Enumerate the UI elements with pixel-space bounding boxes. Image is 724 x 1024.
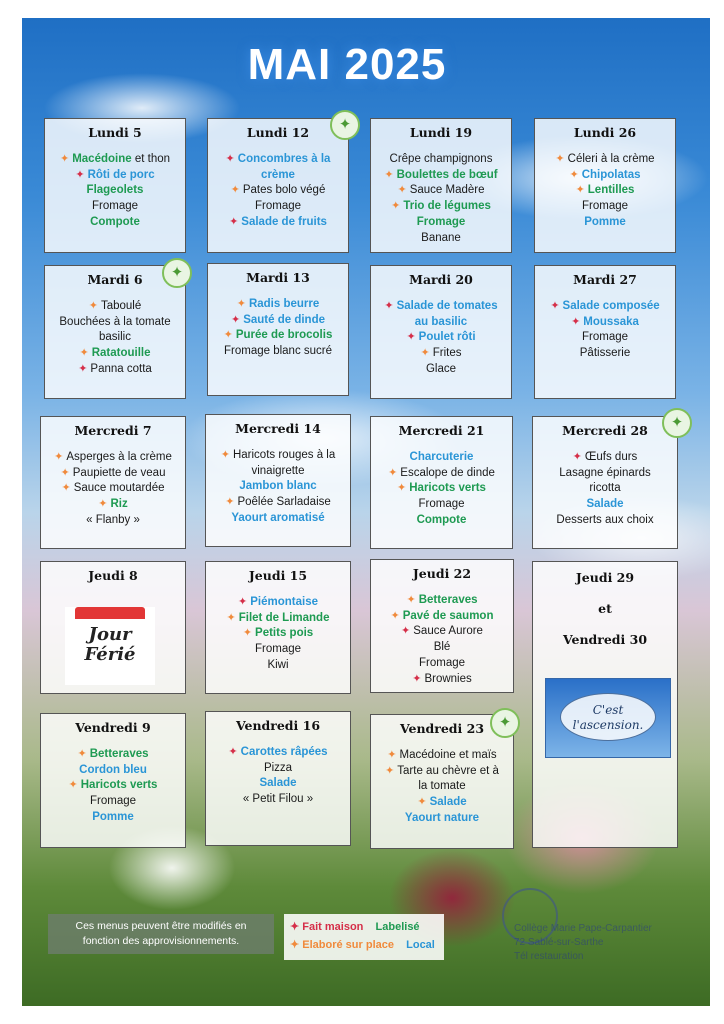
day-card-vendredi-16: [205, 711, 351, 846]
elabore-marker-icon: ✦: [225, 496, 235, 509]
ascension-label: C'est l'ascension.: [560, 693, 656, 741]
stamp-line: Collège Marie Pape-Carpantier: [514, 923, 652, 934]
menu-item: [45, 183, 185, 199]
menu-item-text: Pates bolo végé: [242, 184, 326, 197]
elabore-marker-icon: ✦: [98, 498, 108, 511]
fait-maison-marker-icon: ✦: [401, 625, 411, 638]
elabore-marker-icon: ✦: [236, 298, 246, 310]
menu-item: [206, 495, 350, 511]
fait-maison-marker-icon: ✦: [572, 451, 582, 463]
day-title: Mardi 20: [409, 272, 473, 287]
menu-item-text: Desserts aux choix: [556, 513, 654, 526]
fait-maison-marker-icon: ✦: [229, 215, 239, 228]
elabore-marker-icon: ✦: [420, 347, 430, 360]
menu-item-text: Macédoine et maïs: [399, 749, 497, 761]
menu-item-text: Cordon bleu: [79, 763, 147, 776]
day-card-lundi-26: [534, 118, 676, 253]
menu-item: [371, 168, 511, 184]
menu-item: [45, 299, 185, 315]
menu-item-text: Haricots rouges à la: [232, 449, 336, 461]
menu-item-text: Petits pois: [255, 627, 314, 640]
menu-item: [206, 511, 350, 527]
calendar-icon: [75, 607, 145, 619]
day-card-mercredi-28: [532, 416, 678, 549]
menu-item: [206, 658, 350, 674]
menu-item: [371, 183, 511, 199]
menu-item-text: Salade: [586, 498, 624, 511]
legend-fait-maison: Fait maison: [302, 921, 364, 933]
day-card-mercredi-21: [370, 416, 513, 549]
menu-item: [206, 642, 350, 658]
day-title: Mardi 13: [246, 270, 310, 285]
page-title: MAI 2025: [247, 40, 447, 89]
menu-item-text: Brownies: [424, 672, 472, 685]
elabore-marker-icon: ✦: [397, 184, 407, 197]
elabore-marker-icon: ✦: [59, 153, 70, 165]
day-title: Jeudi 8: [88, 568, 138, 583]
menu-item: [371, 199, 511, 215]
menu-item-text: Jambon blanc: [239, 480, 317, 493]
menu-item: [206, 792, 350, 808]
menu-item-text: Salade composée: [562, 300, 660, 312]
menu-item: [41, 794, 185, 810]
menu-item: [41, 450, 185, 466]
menu-item: [533, 513, 677, 529]
menu-item: [535, 199, 675, 215]
menu-item: [41, 466, 185, 482]
menu-item-text: « Petit Filou »: [242, 793, 314, 806]
elabore-marker-icon: ✦: [220, 449, 230, 461]
day-card-jeudi-29-vendredi-30: [532, 561, 678, 848]
menu-item-text: Compote: [416, 513, 467, 526]
school-stamp: [502, 888, 692, 978]
menu-item: [206, 479, 350, 495]
menu-item: [371, 330, 511, 346]
day-title: Jeudi 22: [412, 566, 472, 581]
menu-item: [208, 215, 348, 231]
elabore-marker-icon: ✦: [391, 200, 401, 213]
elabore-marker-icon: ✦: [223, 329, 233, 342]
menu-item: [371, 640, 513, 656]
fait-maison-marker-icon: ✦: [571, 315, 581, 328]
menu-item-text: Piémontaise: [250, 596, 318, 608]
fait-maison-marker-icon: ✦: [75, 168, 85, 181]
menu-item: [533, 450, 677, 466]
menu-item-text: Salade de fruits: [241, 215, 327, 228]
menu-item: [371, 811, 513, 827]
menu-item-text: Fromage: [91, 200, 139, 213]
elabore-marker-icon: ✦: [88, 300, 98, 312]
menu-item: [535, 299, 675, 315]
menu-item-text: Escalope de dinde: [400, 466, 495, 479]
day-title-vendredi-30: Vendredi 30: [562, 632, 648, 647]
menu-item: [208, 183, 348, 199]
menu-item: [206, 776, 350, 792]
menu-item-text: Salade: [259, 777, 297, 790]
ascension-image: [545, 678, 671, 758]
day-title: Mercredi 14: [235, 421, 321, 436]
menu-item: [371, 764, 513, 780]
menu-item: [371, 346, 511, 362]
day-title: Vendredi 23: [399, 721, 485, 736]
menu-item-text: Chipolatas: [581, 168, 641, 181]
elabore-marker-icon: ✦: [77, 748, 87, 760]
menu-item: [45, 315, 185, 331]
elabore-marker-icon: ✦: [242, 627, 253, 640]
menu-item-text: Poulet rôti: [418, 331, 476, 344]
menu-item: [533, 466, 677, 482]
menu-item-text: Tarte au chèvre et à: [397, 764, 499, 777]
menu-item: [45, 199, 185, 215]
elabore-marker-icon: ✦: [385, 764, 395, 777]
day-title: Lundi 5: [88, 125, 142, 140]
menu-item-text: Banane: [421, 231, 461, 244]
disclaimer-notice: [48, 914, 274, 954]
menu-item-text: Lentilles: [587, 184, 635, 197]
day-title-jeudi-29: Jeudi 29: [575, 570, 635, 585]
menu-item-text: Pomme: [92, 810, 134, 823]
day-title: Lundi 12: [246, 125, 310, 140]
day-card-jeudi-22: [370, 559, 514, 693]
day-card-mardi-20: [370, 265, 512, 399]
day-title: Lundi 26: [573, 125, 637, 140]
menu-item: [535, 215, 675, 231]
stamp-line: Tél restauration: [514, 951, 584, 962]
menu-item-text: Fromage: [581, 331, 629, 344]
menu-item-text: Pomme: [584, 215, 626, 228]
menu-item: [208, 297, 348, 313]
menu-item: [208, 313, 348, 329]
elabore-marker-icon: ✦: [575, 184, 585, 197]
day-title: Mardi 27: [573, 272, 637, 287]
menu-item-text: Haricots verts: [80, 779, 158, 792]
fait-maison-marker-icon: ✦: [228, 746, 238, 758]
menu-item-text: Riz: [110, 498, 128, 511]
day-card-jeudi-8: [40, 561, 186, 694]
menu-item: [371, 450, 512, 466]
menu-item: [45, 346, 185, 362]
menu-item-text: Paupiette de veau: [72, 466, 166, 479]
day-card-vendredi-9: [40, 713, 186, 848]
menu-item: [41, 763, 185, 779]
menu-item: [535, 315, 675, 331]
fait-maison-marker-icon: ✦: [290, 921, 300, 933]
elabore-marker-icon: ✦: [68, 779, 78, 792]
menu-item: [41, 810, 185, 826]
menu-item: [206, 611, 350, 627]
menu-item: [206, 448, 350, 464]
elabore-marker-icon: ✦: [60, 466, 70, 479]
menu-item-text: basilic: [99, 331, 131, 344]
menu-item: [371, 497, 512, 513]
menu-item-text: Fromage: [418, 498, 465, 511]
elabore-marker-icon: ✦: [397, 482, 407, 495]
menu-item: [371, 513, 512, 529]
menu-item-text: Radis beurre: [248, 298, 320, 310]
jour-ferie-image: [65, 607, 155, 685]
menu-poster: [22, 18, 710, 1006]
menu-item-text: Céleri à la crème: [567, 153, 655, 165]
menu-item-text: Filet de Limande: [238, 611, 330, 624]
menu-item: [208, 168, 348, 184]
menu-item: [206, 595, 350, 611]
menu-item-text: Fromage: [581, 200, 629, 213]
fait-maison-marker-icon: ✦: [238, 596, 248, 608]
elabore-marker-icon: ✦: [390, 609, 400, 622]
menu-item-text: Sauté de dinde: [243, 313, 325, 326]
day-card-mercredi-14: [205, 414, 351, 547]
elabore-marker-icon: ✦: [569, 168, 579, 181]
menu-item: [45, 168, 185, 184]
elabore-marker-icon: ✦: [417, 796, 427, 809]
menu-item-text: la tomate: [418, 780, 466, 793]
day-title: Mercredi 28: [562, 423, 648, 438]
day-title: Lundi 19: [409, 125, 473, 140]
menu-item-text: Kiwi: [267, 658, 289, 671]
menu-item: [371, 593, 513, 609]
menu-item: [371, 795, 513, 811]
day-card-vendredi-23: [370, 714, 514, 849]
menu-item-text: au basilic: [414, 315, 468, 328]
menu-item: [208, 199, 348, 215]
menu-item: [371, 779, 513, 795]
menu-item-text: Pizza: [263, 761, 293, 774]
menu-item: [208, 152, 348, 168]
day-card-mardi-27: [534, 265, 676, 399]
menu-item: [206, 626, 350, 642]
menu-item-text: Crêpe champignons: [389, 153, 493, 165]
fait-maison-marker-icon: ✦: [78, 362, 88, 375]
day-title: Mardi 6: [87, 272, 143, 287]
fait-maison-marker-icon: ✦: [550, 300, 560, 312]
menu-item-text: Taboulé: [100, 300, 142, 312]
menu-item-text: Blé: [433, 641, 451, 654]
menu-item-text: crème: [261, 168, 295, 181]
menu-item-text: Sauce Madère: [409, 184, 485, 197]
menu-item-text: Haricots verts: [409, 482, 486, 495]
menu-item-text: « Flanby »: [86, 513, 140, 526]
menu-item-text: Fromage blanc sucré: [223, 345, 333, 358]
menu-item-text: Glace: [425, 362, 457, 375]
elabore-marker-icon: ✦: [79, 347, 89, 360]
holiday-label: Jour Férié: [84, 624, 136, 665]
menu-item-text: Panna cotta: [90, 362, 152, 375]
day-card-mardi-6: [44, 265, 186, 399]
elabore-marker-icon: ✦: [384, 168, 394, 181]
day-title: Vendredi 16: [235, 718, 321, 733]
menu-item-text: Asperges à la crème: [66, 451, 172, 463]
menu-item-text: Fromage: [416, 215, 466, 228]
menu-item: [533, 481, 677, 497]
elabore-marker-icon: ✦: [226, 611, 236, 624]
menu-item: [535, 346, 675, 362]
menu-item: [371, 466, 512, 482]
notice-line: fonction des approvisionnements.: [82, 935, 240, 947]
menu-item-text: et thon: [131, 153, 171, 165]
menu-item: [45, 330, 185, 346]
label-badge-icon: ✦: [490, 708, 520, 738]
menu-item-text: Salade: [429, 796, 467, 809]
legend-elabore: Elaboré sur place: [302, 939, 394, 951]
et-label: et: [598, 601, 612, 616]
fait-maison-marker-icon: ✦: [230, 313, 241, 326]
menu-item-text: Charcuterie: [409, 451, 474, 463]
day-title: Vendredi 9: [75, 720, 151, 735]
label-badge-icon: ✦: [330, 110, 360, 140]
menu-item-text: Sauce Aurore: [413, 625, 483, 638]
menu-item: [371, 672, 513, 688]
menu-item-text: Macédoine: [72, 153, 132, 165]
day-card-mercredi-7: [40, 416, 186, 549]
menu-item-text: Moussaka: [583, 315, 639, 328]
stamp-line: 72 Sablé-sur-Sarthe: [514, 937, 604, 948]
menu-item: [41, 497, 185, 513]
menu-item-text: Boulettes de bœuf: [396, 168, 498, 181]
elabore-marker-icon: ✦: [290, 939, 300, 951]
menu-item: [535, 183, 675, 199]
menu-item: [206, 761, 350, 777]
legend: [284, 914, 444, 960]
menu-item-text: Fromage: [418, 656, 466, 669]
day-card-lundi-12: [207, 118, 349, 253]
menu-item: [41, 513, 185, 529]
menu-item-text: Frites: [432, 347, 462, 360]
menu-item-text: Purée de brocolis: [235, 329, 333, 342]
menu-item-text: Salade de tomates: [396, 300, 498, 312]
menu-item: [371, 231, 511, 247]
menu-item: [371, 215, 511, 231]
fait-maison-marker-icon: ✦: [225, 153, 235, 165]
menu-item-text: Ratatouille: [91, 347, 151, 360]
day-card-mardi-13: [207, 263, 349, 396]
menu-item-text: Fromage: [89, 795, 137, 808]
fait-maison-marker-icon: ✦: [406, 331, 416, 344]
menu-item-text: Bouchées à la tomate: [59, 315, 171, 328]
menu-item-text: Compote: [90, 215, 140, 228]
menu-item: [371, 748, 513, 764]
day-title: Jeudi 15: [248, 568, 308, 583]
menu-item: [41, 778, 185, 794]
menu-item: [533, 497, 677, 513]
day-card-lundi-19: [370, 118, 512, 253]
menu-item: [206, 745, 350, 761]
menu-item-text: Poêlée Sarladaise: [237, 496, 331, 509]
legend-labelise: Labelisé: [375, 921, 420, 933]
day-title: Mercredi 21: [398, 423, 485, 438]
menu-item-text: Flageolets: [86, 184, 144, 197]
menu-item-text: Concombres à la: [237, 153, 331, 165]
menu-item: [535, 168, 675, 184]
label-badge-icon: ✦: [662, 408, 692, 438]
menu-item: [371, 315, 511, 331]
menu-item: [371, 299, 511, 315]
day-title: Mercredi 7: [74, 423, 152, 438]
notice-line: Ces menus peuvent être modifiés en: [75, 920, 247, 932]
elabore-marker-icon: ✦: [54, 451, 64, 463]
legend-local: Local: [406, 939, 435, 951]
fait-maison-marker-icon: ✦: [384, 300, 394, 312]
menu-item-text: Yaourt nature: [404, 811, 480, 824]
elabore-marker-icon: ✦: [406, 594, 416, 606]
menu-item-text: Betteraves: [89, 748, 149, 760]
fait-maison-marker-icon: ✦: [412, 672, 422, 685]
menu-item: [206, 464, 350, 480]
menu-item: [208, 328, 348, 344]
menu-item-text: Carottes râpées: [240, 746, 328, 758]
menu-item: [371, 624, 513, 640]
label-badge-icon: ✦: [162, 258, 192, 288]
day-card-lundi-5: [44, 118, 186, 253]
menu-item: [45, 215, 185, 231]
menu-item-text: Fromage: [254, 643, 302, 656]
menu-item: [371, 362, 511, 378]
menu-item-text: Lasagne épinards: [559, 466, 651, 479]
elabore-marker-icon: ✦: [230, 184, 240, 197]
menu-item: [208, 344, 348, 360]
menu-item: [371, 609, 513, 625]
menu-item-text: ricotta: [589, 482, 621, 495]
elabore-marker-icon: ✦: [555, 153, 565, 165]
menu-item-text: Betteraves: [418, 594, 478, 606]
menu-item: [41, 481, 185, 497]
menu-item: [371, 152, 511, 168]
day-card-jeudi-15: [205, 561, 351, 694]
menu-item-text: Trio de légumes: [403, 200, 491, 213]
menu-item-text: Pâtisserie: [579, 347, 631, 360]
elabore-marker-icon: ✦: [61, 482, 71, 495]
menu-item: [41, 747, 185, 763]
menu-item-text: Pavé de saumon: [402, 609, 494, 622]
menu-item: [45, 362, 185, 378]
menu-item-text: Sauce moutardée: [73, 482, 165, 495]
menu-item-text: Œufs durs: [584, 451, 638, 463]
elabore-marker-icon: ✦: [387, 749, 397, 761]
menu-item: [45, 152, 185, 168]
elabore-marker-icon: ✦: [388, 466, 398, 479]
menu-item: [371, 481, 512, 497]
menu-item: [535, 330, 675, 346]
menu-item: [371, 656, 513, 672]
menu-item: [535, 152, 675, 168]
menu-item-text: Fromage: [254, 200, 302, 213]
menu-item-text: vinaigrette: [251, 464, 305, 477]
menu-item-text: Yaourt aromatisé: [231, 511, 325, 524]
menu-item-text: Rôti de porc: [87, 168, 155, 181]
